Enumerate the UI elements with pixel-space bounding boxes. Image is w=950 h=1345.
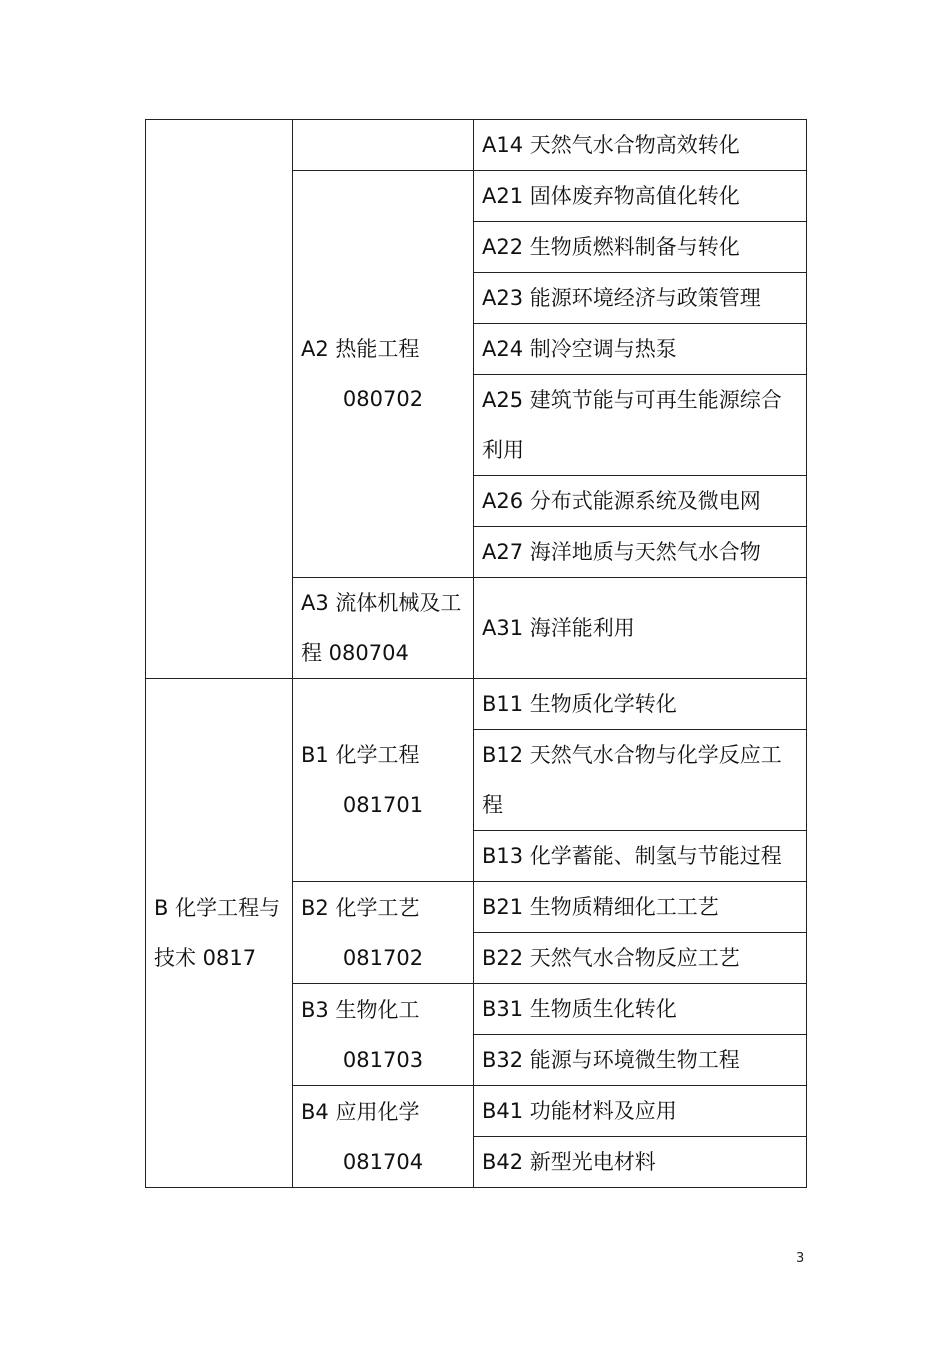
research-direction-cell: B32 能源与环境微生物工程 [474, 1035, 807, 1086]
discipline-table [145, 119, 807, 1188]
sub-discipline-code: 081702 [342, 945, 424, 970]
research-direction-cell: B13 化学蓄能、制氢与节能过程 [474, 831, 807, 882]
research-direction-cell: A23 能源环境经济与政策管理 [474, 273, 807, 324]
sub-discipline-code: 080702 [342, 387, 424, 411]
research-direction-cell: B41 功能材料及应用 [474, 1086, 807, 1137]
research-direction-cell: B11 生物质化学转化 [474, 679, 807, 730]
table-row [146, 120, 807, 171]
sub-discipline-name: A3 流体机械及工程 080704 [301, 591, 462, 665]
discipline-cell [146, 120, 293, 679]
sub-discipline-cell [293, 120, 474, 171]
discipline-name: B 化学工程与技术 0817 [154, 896, 281, 970]
research-direction-cell: A21 固体废弃物高值化转化 [474, 171, 807, 222]
table-row [146, 679, 807, 730]
discipline-cell [146, 679, 293, 1188]
sub-discipline-cell [293, 679, 474, 882]
sub-discipline-name: B4 应用化学 [301, 1099, 420, 1124]
sub-discipline-cell [293, 882, 474, 984]
research-direction-cell: B31 生物质生化转化 [474, 984, 807, 1035]
sub-discipline-name: A2 热能工程 [301, 337, 420, 361]
sub-discipline-code: 081701 [342, 793, 424, 817]
research-direction-cell: A24 制冷空调与热泵 [474, 324, 807, 375]
sub-discipline-cell [293, 1086, 474, 1188]
research-direction-cell: A22 生物质燃料制备与转化 [474, 222, 807, 273]
sub-discipline-cell [293, 171, 474, 578]
research-direction-cell: B21 生物质精细化工工艺 [474, 882, 807, 933]
sub-discipline-name: B1 化学工程 [301, 743, 420, 767]
research-direction-cell: B42 新型光电材料 [474, 1137, 807, 1188]
sub-discipline-code: 081703 [342, 1047, 424, 1072]
research-direction-cell: B12 天然气水合物与化学反应工程 [474, 730, 807, 831]
page-number: 3 [796, 1251, 805, 1266]
discipline-table-body [146, 120, 807, 1188]
sub-discipline-code: 081704 [342, 1149, 424, 1174]
sub-discipline-name: B2 化学工艺 [301, 895, 420, 920]
research-direction-cell: B22 天然气水合物反应工艺 [474, 933, 807, 984]
research-direction-cell: A31 海洋能利用 [474, 578, 807, 679]
research-direction-cell: A14 天然气水合物高效转化 [474, 120, 807, 171]
research-direction-cell: A26 分布式能源系统及微电网 [474, 476, 807, 527]
research-direction-cell: A27 海洋地质与天然气水合物 [474, 527, 807, 578]
sub-discipline-name: B3 生物化工 [301, 997, 420, 1022]
sub-discipline-cell [293, 984, 474, 1086]
sub-discipline-cell [293, 578, 474, 679]
research-direction-cell: A25 建筑节能与可再生能源综合利用 [474, 375, 807, 476]
